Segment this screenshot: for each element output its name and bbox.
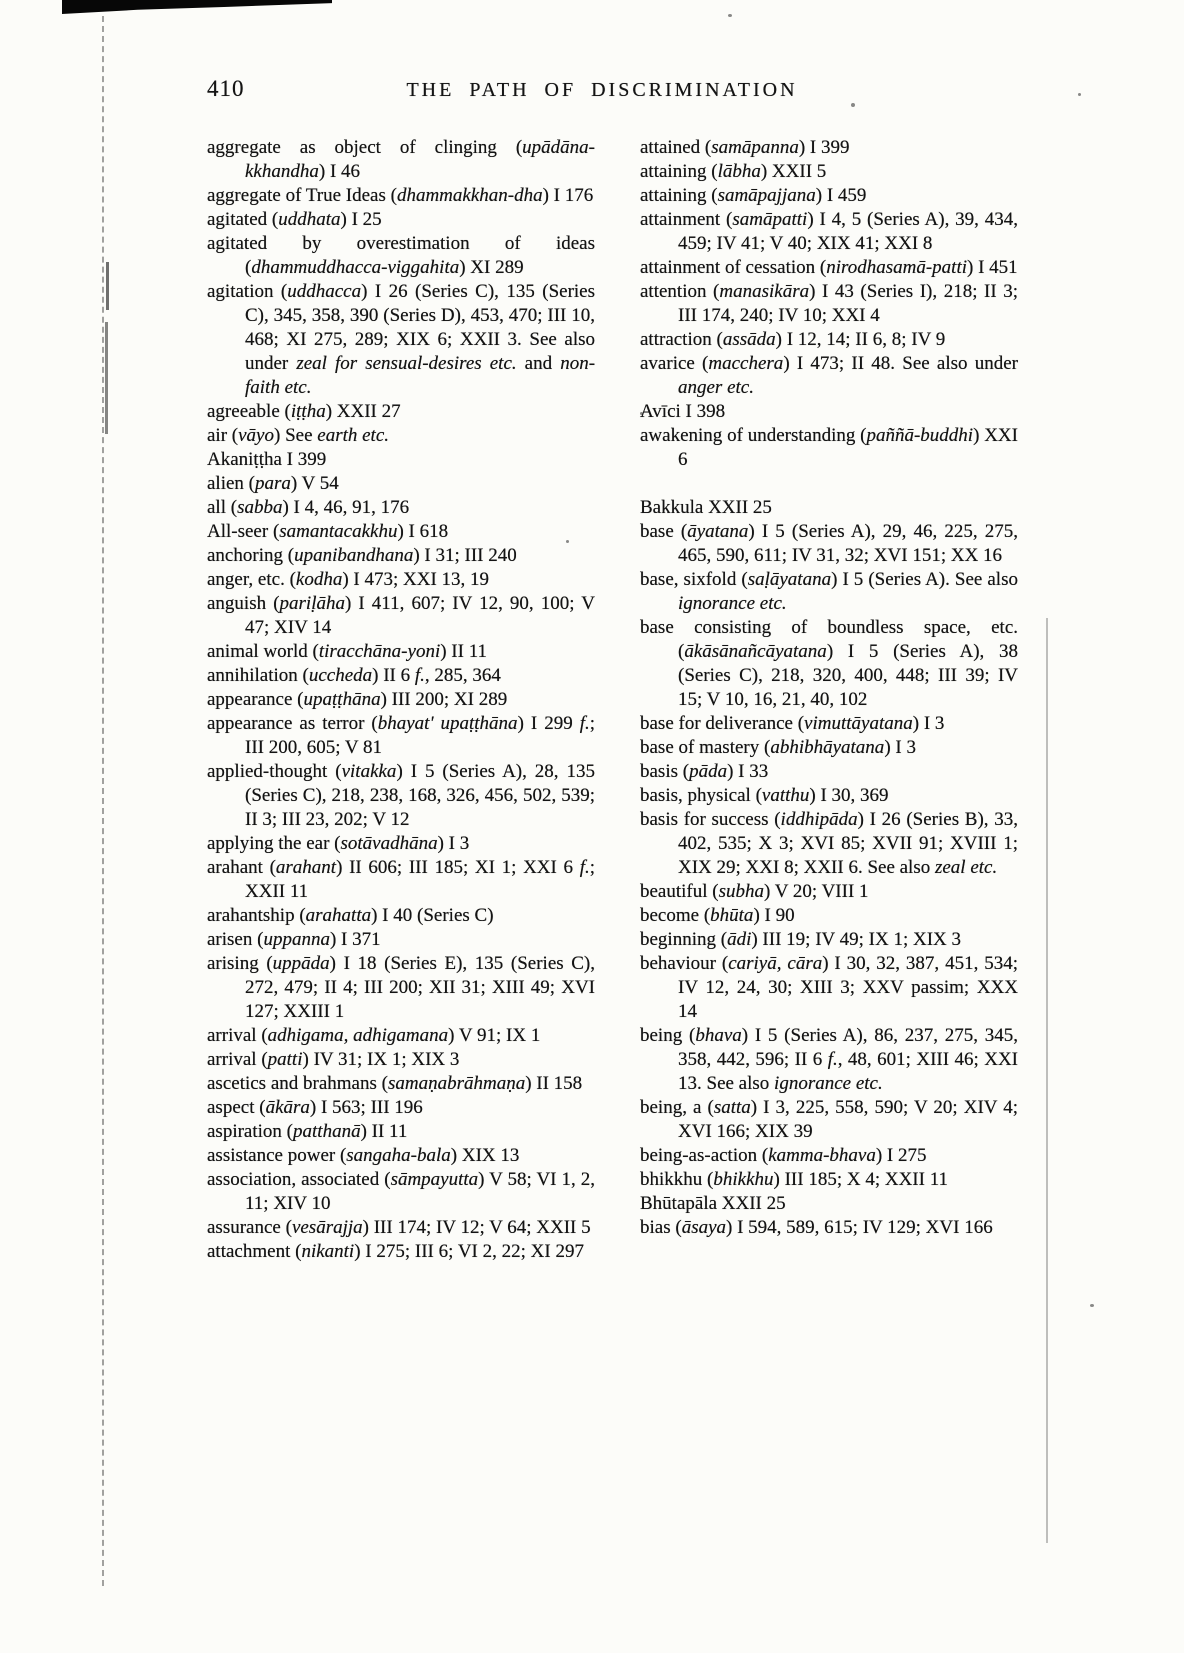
index-entry: association, associated (sāmpayutta) V 58; VI 1, 2, 11; XIV 10: [207, 1169, 595, 1214]
index-entry: aggregate of True Ideas (dhammakkhan-dha) I 176: [207, 185, 594, 206]
index-entry: arrival (patti) IV 31; IX 1; XIX 3: [207, 1049, 460, 1070]
index-entry: agitated by overestimation of ideas (dhammuddhacca-viggahita) XI 289: [207, 233, 595, 278]
index-entry: arrival (adhigama, adhigamana) V 91; IX 1: [207, 1025, 541, 1046]
index-entry: basis for success (iddhipāda) I 26 (Series B), 33, 402, 535; X 3; XVI 85; XVII 91; XVIII 1; XIX 29; XXI 8; XXII 6. See also zeal etc.: [640, 809, 1018, 878]
index-entry: ascetics and brahmans (samaṇabrāhmaṇa) II 158: [207, 1073, 583, 1094]
right-margin-scan-line: [1046, 618, 1048, 1543]
index-entry: aspiration (patthanā) II 11: [207, 1121, 408, 1142]
index-entry: base of mastery (abhibhāyatana) I 3: [640, 737, 916, 758]
index-entry: Akaniṭṭha I 399: [207, 449, 327, 470]
index-entry: attaining (lābha) XXII 5: [640, 161, 827, 182]
index-entry: basis (pāda) I 33: [640, 761, 769, 782]
index-entry: agitated (uddhata) I 25: [207, 209, 382, 230]
index-entry: Avīci I 398: [640, 401, 726, 422]
index-entry: attention (manasikāra) I 43 (Series I), 218; II 3; III 174, 240; IV 10; XXI 4: [640, 281, 1019, 326]
page-title: THE PATH OF DISCRIMINATION: [406, 79, 798, 101]
index-entry: air (vāyo) See earth etc.: [207, 425, 390, 446]
index-column-right: [640, 136, 1018, 1240]
index-entry: appearance (upaṭṭhāna) III 200; XI 289: [207, 689, 508, 710]
index-entry: attachment (nikanti) I 275; III 6; VI 2, 22; XI 297: [207, 1241, 584, 1262]
index-entry: beginning (ādi) III 19; IV 49; IX 1; XIX 3: [640, 929, 962, 950]
index-entry: appearance as terror (bhayat' upaṭṭhāna) I 299 f.; III 200, 605; V 81: [207, 713, 595, 758]
index-entry: anguish (pariḷāha) I 411, 607; IV 12, 90, 100; V 47; XIV 14: [207, 593, 596, 638]
index-entry: assurance (vesārajja) III 174; IV 12; V 64; XXII 5: [207, 1217, 591, 1238]
index-entry: attainment (samāpatti) I 4, 5 (Series A), 39, 434, 459; IV 41; V 40; XIX 41; XXI 8: [640, 209, 1018, 254]
index-entry: arising (uppāda) I 18 (Series E), 135 (Series C), 272, 479; II 4; III 200; XII 31; XIII 49; XVI 127; XXIII 1: [207, 953, 596, 1022]
index-entry: bias (āsaya) I 594, 589, 615; IV 129; XVI 166: [640, 1217, 993, 1238]
index-entry: assistance power (sangaha-bala) XIX 13: [207, 1145, 520, 1166]
left-margin-scan-line: [102, 16, 104, 1586]
index-column-left: [207, 136, 595, 1264]
scan-speck: [728, 14, 732, 17]
index-entry: animal world (tiracchāna-yoni) II 11: [207, 641, 487, 662]
index-entry: anchoring (upanibandhana) I 31; III 240: [207, 545, 517, 566]
index-entry: become (bhūta) I 90: [640, 905, 795, 926]
index-entry: attraction (assāda) I 12, 14; II 6, 8; IV 9: [640, 329, 946, 350]
scan-speck: [1078, 93, 1081, 96]
index-entry: annihilation (uccheda) II 6 f., 285, 364: [207, 665, 501, 686]
index-entry: Bakkula XXII 25: [640, 497, 772, 518]
index-entry: applying the ear (sotāvadhāna) I 3: [207, 833, 470, 854]
index-entry: Bhūtapāla XXII 25: [640, 1193, 786, 1214]
left-margin-mark: [106, 262, 109, 310]
index-entry: attainment of cessation (nirodhasamā-patti) I 451: [640, 257, 1018, 278]
index-entry: arahant (arahant) II 606; III 185; XI 1; XXI 6 f.; XXII 11: [207, 857, 595, 902]
index-entry: base, sixfold (saḷāyatana) I 5 (Series A). See also ignorance etc.: [640, 569, 1018, 614]
page-number: 410: [207, 76, 245, 101]
index-entry: base (āyatana) I 5 (Series A), 29, 46, 225, 275, 465, 590, 611; IV 31, 32; XVI 151; XX 16: [640, 521, 1018, 566]
index-entry: behaviour (cariyā, cāra) I 30, 32, 387, 451, 534; IV 12, 24, 30; XIII 3; XXV passim; XXX 14: [640, 953, 1018, 1022]
index-entry: avarice (macchera) I 473; II 48. See also under anger etc.: [640, 353, 1018, 398]
index-entry: applied-thought (vitakka) I 5 (Series A), 28, 135 (Series C), 218, 238, 168, 326, 456, 502, 539; II 3; III 23, 202; V 12: [207, 761, 595, 830]
left-margin-mark: [105, 322, 108, 434]
scan-smear-artifact: [62, 0, 332, 14]
scan-speck: [851, 103, 855, 107]
index-entry: being-as-action (kamma-bhava) I 275: [640, 1145, 927, 1166]
index-entry: agitation (uddhacca) I 26 (Series C), 135 (Series C), 345, 358, 390 (Series D), 453, 470; III 10, 468; XI 275, 289; XIX 6; XXII 3. See also under zeal for sensual-desires etc. and non-faith etc.: [207, 281, 596, 398]
index-entry: agreeable (iṭṭha) XXII 27: [207, 401, 401, 422]
index-entry: base for deliverance (vimuttāyatana) I 3: [640, 713, 945, 734]
index-entry: bhikkhu (bhikkhu) III 185; X 4; XXII 11: [640, 1169, 948, 1190]
index-entry: basis, physical (vatthu) I 30, 369: [640, 785, 889, 806]
index-entry: being, a (satta) I 3, 225, 558, 590; V 20; XIV 4; XVI 166; XIX 39: [640, 1097, 1018, 1142]
index-entry: alien (para) V 54: [207, 473, 339, 494]
index-entry: attained (samāpanna) I 399: [640, 137, 850, 158]
index-entry: base consisting of boundless space, etc. (ākāsānañcāyatana) I 5 (Series A), 38 (Series C), 218, 320, 400, 448; III 39; IV 15; V 10, 16, 21, 40, 102: [640, 617, 1018, 710]
index-entry: awakening of understanding (paññā-buddhi) XXI 6: [640, 425, 1018, 470]
index-entry: beautiful (subha) V 20; VIII 1: [640, 881, 869, 902]
index-entry: arahantship (arahatta) I 40 (Series C): [207, 905, 494, 926]
index-entry: anger, etc. (kodha) I 473; XXI 13, 19: [207, 569, 490, 590]
index-entry: all (sabba) I 4, 46, 91, 176: [207, 497, 410, 518]
scan-speck: [1090, 1304, 1094, 1307]
index-entry: attaining (samāpajjana) I 459: [640, 185, 867, 206]
index-entry: being (bhava) I 5 (Series A), 86, 237, 275, 345, 358, 442, 596; II 6 f., 48, 601; XIII 46; XXI 13. See also ignorance etc.: [640, 1025, 1018, 1094]
index-entry: aggregate as object of clinging (upādāna-kkhandha) I 46: [207, 137, 595, 182]
index-entry: All-seer (samantacakkhu) I 618: [207, 521, 449, 542]
index-entry: aspect (ākāra) I 563; III 196: [207, 1097, 423, 1118]
index-entry: arisen (uppanna) I 371: [207, 929, 381, 950]
